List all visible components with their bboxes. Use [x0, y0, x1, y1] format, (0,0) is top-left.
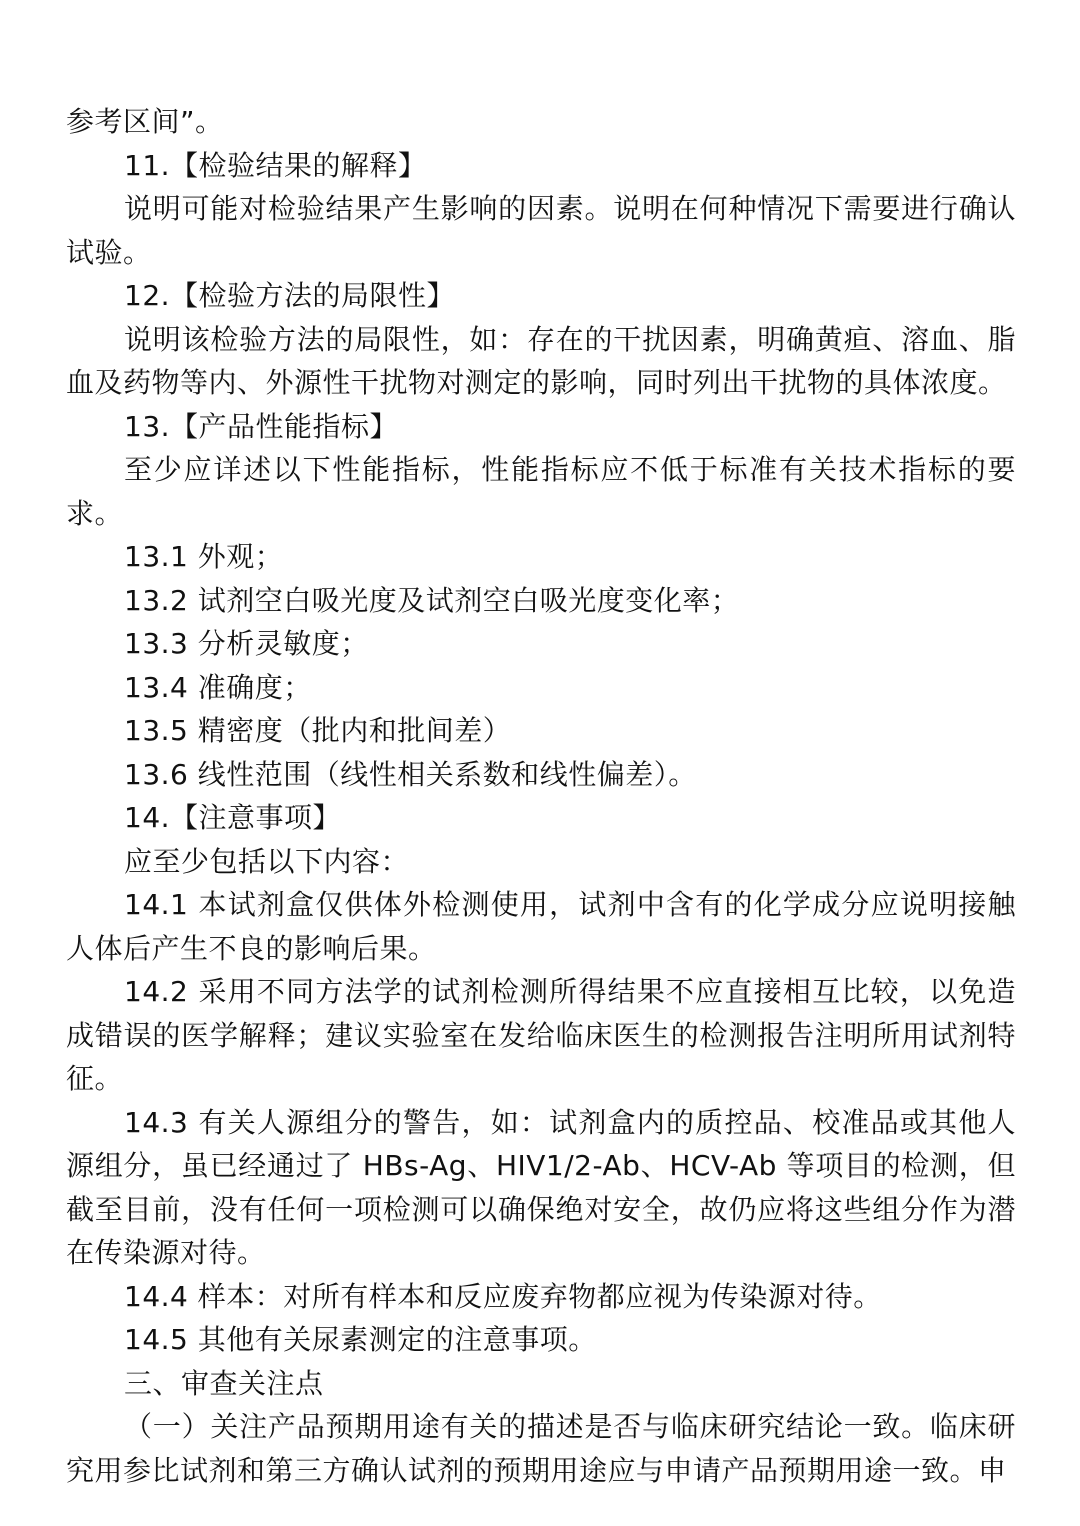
item-14-5: 14.5 其他有关尿素测定的注意事项。: [124, 1323, 597, 1356]
item-13-2: 13.2 试剂空白吸光度及试剂空白吸光度变化率；: [124, 583, 740, 617]
item-13-6: 13.6 线性范围（线性相关系数和线性偏差）。: [124, 757, 697, 791]
item-14-4: 14.4 样本：对所有样本和反应废弃物都应视为传染源对待。: [124, 1279, 882, 1313]
paragraph-14-intro: 应至少包括以下内容：: [124, 844, 410, 878]
item-14-2: 14.2 采用不同方法学的试剂检测所得结果不应直接相互比较，以免造成错误的医学解释；建议实验室在发给临床医生的检测报告注明所用试剂特征。: [66, 975, 1016, 1095]
heading-13-performance-indicators: 13.【产品性能指标】: [124, 409, 399, 443]
item-14-3: 14.3 有关人源组分的警告，如：试剂盒内的质控品、校准品或其他人源组分，虽已经通过了 HBs-Ag、HIV1/2-Ab、HCV-Ab 等项目的检测，但截至目前，没有任何一项检测可以确保绝对安全，故仍应将这些组分作为潜在传染源对待。: [66, 1105, 1016, 1269]
heading-section-3-review-focus: 三、审查关注点: [124, 1366, 324, 1400]
paragraph-section-3-item-1: （一）关注产品预期用途有关的描述是否与临床研究结论一致。临床研究用参比试剂和第三方确认试剂的预期用途应与申请产品预期用途一致。申: [66, 1410, 1016, 1487]
item-13-5: 13.5 精密度（批内和批间差）: [124, 714, 512, 747]
heading-14-precautions: 14.【注意事项】: [124, 801, 342, 834]
item-14-1: 14.1 本试剂盒仅供体外检测使用，试剂中含有的化学成分应说明接触人体后产生不良的影响后果。: [66, 888, 1016, 965]
heading-12-method-limitations: 12.【检验方法的局限性】: [124, 279, 456, 312]
item-13-1: 13.1 外观；: [124, 540, 284, 573]
paragraph-13-body: 至少应详述以下性能指标，性能指标应不低于标准有关技术指标的要求。: [66, 453, 1016, 530]
item-13-4: 13.4 准确度；: [124, 670, 312, 704]
document-page: [66, 100, 1016, 1492]
paragraph-11-body: 说明可能对检验结果产生影响的因素。说明在何种情况下需要进行确认试验。: [66, 192, 1016, 269]
paragraph-12-body: 说明该检验方法的局限性，如：存在的干扰因素，明确黄疸、溶血、脂血及药物等内、外源性干扰物对测定的影响，同时列出干扰物的具体浓度。: [66, 322, 1016, 399]
item-13-3: 13.3 分析灵敏度；: [124, 627, 369, 660]
paragraph-reference-range-end: 参考区间”。: [66, 105, 224, 138]
heading-11-result-interpretation: 11.【检验结果的解释】: [124, 148, 427, 182]
